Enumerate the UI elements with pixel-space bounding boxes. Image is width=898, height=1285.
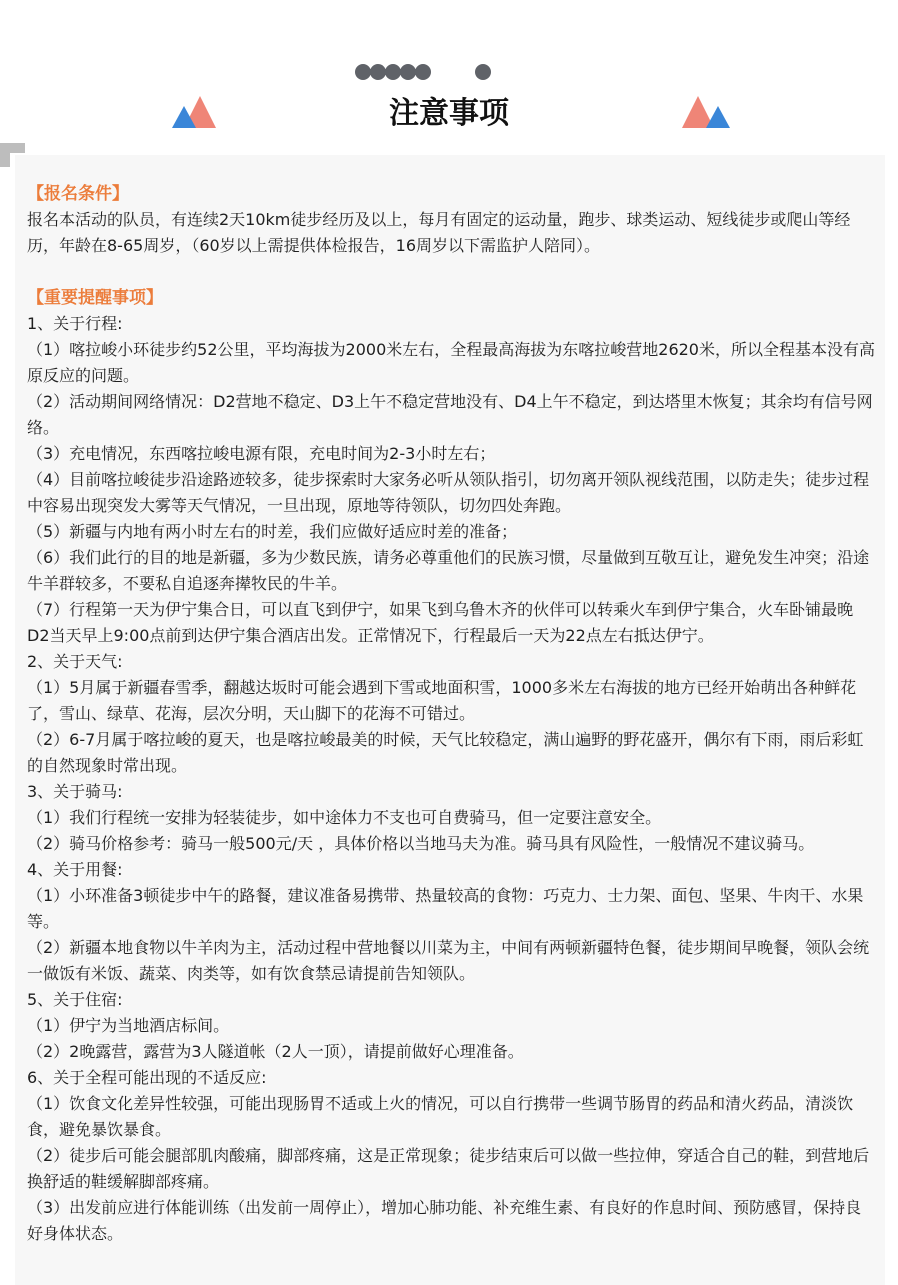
reminder-line: （2）2晚露营，露营为3人隧道帐（2人一顶），请提前做好心理准备。 [27, 1042, 524, 1061]
reminder-line: （2）新疆本地食物以牛羊肉为主，活动过程中营地餐以川菜为主，中间有两顿新疆特色餐，徒步期间早晚餐，领队会统一做饭有米饭、蔬菜、肉类等，如有饮食禁忌请提前告知领队。 [27, 938, 870, 983]
reminder-line: （2）骑马价格参考：骑马一般500元/天 ，具体价格以当地马夫为准。骑马具有风险性，一般情况不建议骑马。 [27, 834, 815, 853]
page-title: 注意事项 [389, 96, 509, 131]
reminder-line: （2）徒步后可能会腿部肌肉酸痛，脚部疼痛，这是正常现象；徒步结束后可以做一些拉伸，穿适合自己的鞋，到营地后换舒适的鞋缓解脚部疼痛。 [27, 1146, 870, 1191]
triangle-right-front-icon [706, 106, 730, 128]
reminder-line: 4、关于用餐: [27, 860, 123, 879]
dot [400, 64, 416, 80]
content-body [27, 181, 875, 1247]
reminder-line: （1）5月属于新疆春雪季，翻越达坂时可能会遇到下雪或地面积雪，1000多米左右海拔的地方已经开始萌出各种鲜花了，雪山、绿草、花海，层次分明，天山脚下的花海不可错过。 [27, 678, 857, 723]
reminder-line: 6、关于全程可能出现的不适反应: [27, 1068, 267, 1087]
decorative-dots [355, 64, 495, 80]
reminder-line: （1）我们行程统一安排为轻装徒步，如中途体力不支也可自费骑马，但一定要注意安全。 [27, 808, 662, 827]
reminder-line: 1、关于行程: [27, 314, 123, 333]
registration-heading: 【报名条件】 [27, 184, 129, 204]
reminder-line: （4）目前喀拉峻徒步沿途路迹较多，徒步探索时大家务必听从领队指引，切勿离开领队视线范围，以防走失；徒步过程中容易出现突发大雾等天气情况，一旦出现，原地等待领队，切勿四处奔跑。 [27, 470, 870, 515]
dot [475, 64, 491, 80]
reminders-heading: 【重要提醒事项】 [27, 288, 163, 308]
reminder-line: （3）充电情况，东西喀拉峻电源有限，充电时间为2-3小时左右； [27, 444, 496, 463]
reminder-line: 2、关于天气: [27, 652, 123, 671]
reminder-line: （5）新疆与内地有两小时左右的时差，我们应做好适应时差的准备； [27, 522, 518, 541]
reminder-line: 5、关于住宿: [27, 990, 123, 1009]
dot [355, 64, 371, 80]
reminder-line: （1）饮食文化差异性较强，可能出现肠胃不适或上火的情况，可以自行携带一些调节肠胃的药品和清火药品，清淡饮食，避免暴饮暴食。 [27, 1094, 854, 1139]
title-row [0, 94, 898, 138]
reminder-line: （1）喀拉峻小环徒步约52公里，平均海拔为2000米左右，全程最高海拔为东喀拉峻营地2620米，所以全程基本没有高原反应的问题。 [27, 340, 875, 385]
reminder-line: （7）行程第一天为伊宁集合日，可以直飞到伊宁，如果飞到乌鲁木齐的伙伴可以转乘火车到伊宁集合，火车卧铺最晚D2当天早上9:00点前到达伊宁集合酒店出发。正常情况下，行程最后一天为22点左右抵达伊宁。 [27, 600, 854, 645]
reminder-line: （2）6-7月属于喀拉峻的夏天，也是喀拉峻最美的时候，天气比较稳定，满山遍野的野花盛开，偶尔有下雨，雨后彩虹的自然现象时常出现。 [27, 730, 864, 775]
dot [385, 64, 401, 80]
reminder-line: （1）小环准备3顿徒步中午的路餐，建议准备易携带、热量较高的食物：巧克力、士力架、面包、坚果、牛肉干、水果等。 [27, 886, 864, 931]
reminder-line: （1）伊宁为当地酒店标间。 [27, 1016, 230, 1035]
dot [415, 64, 431, 80]
dot [370, 64, 386, 80]
reminder-line: （6）我们此行的目的地是新疆，多为少数民族，请务必尊重他们的民族习惯，尽量做到互敬互让，避免发生冲突；沿途牛羊群较多，不要私自追逐奔撵牧民的牛羊。 [27, 548, 870, 593]
reminder-line: （2）活动期间网络情况：D2营地不稳定、D3上午不稳定营地没有、D4上午不稳定，到达塔里木恢复；其余均有信号网络。 [27, 392, 873, 437]
registration-text: 报名本活动的队员，有连续2天10km徒步经历及以上，每月有固定的运动量，跑步、球类运动、短线徒步或爬山等经历，年龄在8-65周岁，（60岁以上需提供体检报告，16周岁以下需监护人陪同）。 [27, 210, 851, 255]
reminder-line: （3）出发前应进行体能训练（出发前一周停止），增加心肺功能、补充维生素、有良好的作息时间、预防感冒，保持良好身体状态。 [27, 1198, 862, 1243]
reminder-line: 3、关于骑马: [27, 782, 123, 801]
